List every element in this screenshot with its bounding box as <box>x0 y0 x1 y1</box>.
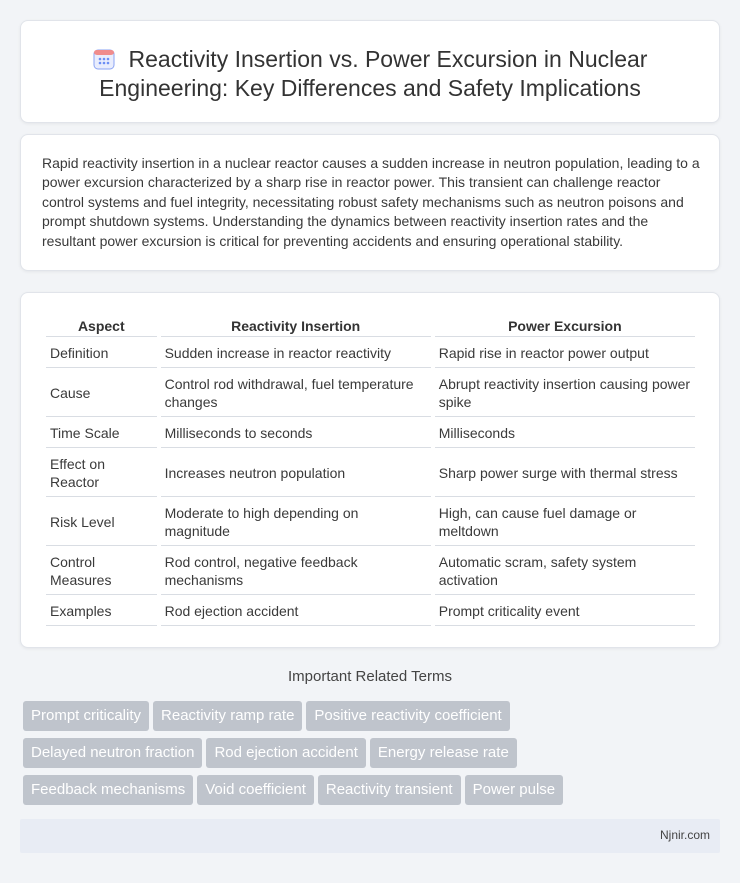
tag-reactivity-ramp-rate[interactable]: Reactivity ramp rate <box>153 701 302 731</box>
comparison-table-card <box>20 292 720 648</box>
tag-row <box>23 701 713 738</box>
row-reactivity-insertion: Increases neutron population <box>161 450 431 497</box>
table-row <box>46 370 695 417</box>
tag-reactivity-transient[interactable]: Reactivity transient <box>318 775 461 805</box>
row-reactivity-insertion: Control rod withdrawal, fuel temperature changes <box>161 370 431 417</box>
row-reactivity-insertion: Sudden increase in reactor reactivity <box>161 339 431 368</box>
tag-delayed-neutron-fraction[interactable]: Delayed neutron fraction <box>23 738 202 768</box>
comparison-table <box>42 315 699 628</box>
table-row <box>46 548 695 595</box>
tag-power-pulse[interactable]: Power pulse <box>465 775 564 805</box>
tag-row <box>23 775 713 812</box>
calendar-grid-icon <box>93 48 115 70</box>
page-title-text: Reactivity Insertion vs. Power Excursion in Nuclear Engineering: Key Differences and Safety Implications <box>99 46 648 101</box>
tag-energy-release-rate[interactable]: Energy release rate <box>370 738 517 768</box>
table-row <box>46 339 695 368</box>
row-reactivity-insertion: Milliseconds to seconds <box>161 419 431 448</box>
table-row <box>46 450 695 497</box>
tag-row <box>23 738 713 775</box>
row-aspect: Cause <box>46 370 157 417</box>
row-aspect: Examples <box>46 597 157 626</box>
row-power-excursion: Milliseconds <box>435 419 695 448</box>
header-aspect: Aspect <box>46 317 157 337</box>
related-terms-list <box>23 701 713 812</box>
tag-prompt-criticality[interactable]: Prompt criticality <box>23 701 149 731</box>
footer <box>20 819 720 853</box>
tag-positive-reactivity-coefficient[interactable]: Positive reactivity coefficient <box>306 701 509 731</box>
row-aspect: Time Scale <box>46 419 157 448</box>
page-title <box>21 45 719 103</box>
row-power-excursion: Automatic scram, safety system activation <box>435 548 695 595</box>
row-aspect: Definition <box>46 339 157 368</box>
row-power-excursion: High, can cause fuel damage or meltdown <box>435 499 695 546</box>
row-aspect: Control Measures <box>46 548 157 595</box>
header-reactivity-insertion: Reactivity Insertion <box>161 317 431 337</box>
row-aspect: Effect on Reactor <box>46 450 157 497</box>
tag-rod-ejection-accident[interactable]: Rod ejection accident <box>206 738 365 768</box>
table-header-row <box>46 317 695 337</box>
table-row <box>46 597 695 626</box>
row-power-excursion: Rapid rise in reactor power output <box>435 339 695 368</box>
row-aspect: Risk Level <box>46 499 157 546</box>
tag-feedback-mechanisms[interactable]: Feedback mechanisms <box>23 775 193 805</box>
row-reactivity-insertion: Rod control, negative feedback mechanisms <box>161 548 431 595</box>
row-power-excursion: Prompt criticality event <box>435 597 695 626</box>
intro-paragraph: Rapid reactivity insertion in a nuclear reactor causes a sudden increase in neutron population, leading to a power excursion characterized by a sharp rise in reactor power. This transient can challenge reactor control systems and fuel integrity, necessitating robust safety mechanisms such as neutron poisons and prompt shutdown systems. Understanding the dynamics between reactivity insertion rates and the resultant power excursion is critical for preventing accidents and ensuring operational stability. <box>42 155 700 249</box>
table-row <box>46 499 695 546</box>
table-row <box>46 419 695 448</box>
row-power-excursion: Abrupt reactivity insertion causing power spike <box>435 370 695 417</box>
header-power-excursion: Power Excursion <box>435 317 695 337</box>
footer-site-link[interactable]: Njnir.com <box>659 828 710 842</box>
title-card <box>20 20 720 123</box>
intro-card <box>20 134 720 271</box>
tag-void-coefficient[interactable]: Void coefficient <box>197 775 314 805</box>
row-reactivity-insertion: Rod ejection accident <box>161 597 431 626</box>
related-terms-heading: Important Related Terms <box>288 668 452 685</box>
row-reactivity-insertion: Moderate to high depending on magnitude <box>161 499 431 546</box>
row-power-excursion: Sharp power surge with thermal stress <box>435 450 695 497</box>
